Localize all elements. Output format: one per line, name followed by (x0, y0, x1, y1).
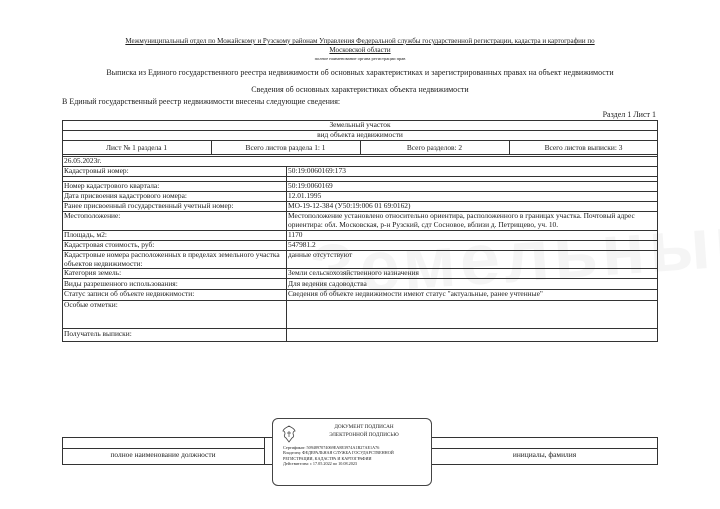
row-value-location: Местоположение установлено относительно ориентира, расположенного в границах участка. Почтовый адрес ориентира: обл. Московская, р-н Рузский, сдт Сосновое, вблизи д. Петрищево, уч. 10. (288, 211, 635, 229)
intro-text: В Единый государственный реестр недвижимости внесены следующие сведения: (62, 97, 341, 106)
row-value-permitted-use: Для ведения садоводства (288, 279, 367, 288)
row-label-assignment-date: Дата присвоения кадастрового номера: (64, 191, 187, 200)
position-caption: полное наименование должности (110, 450, 216, 459)
row-label-cadastral-quarter: Номер кадастрового квартала: (64, 181, 160, 190)
coat-of-arms-icon (281, 425, 297, 443)
stamp-owner: Владелец: ФЕДЕРАЛЬНАЯ СЛУЖБА ГОСУДАРСТВЕННОЙ (283, 450, 394, 456)
row-label-contained-objects: Кадастровые номера расположенных в пределах земельного участка объектов недвижимости: (64, 250, 280, 268)
extract-date: 26.05.2023г. (64, 156, 102, 165)
row-value-previous-number: МО-19-12-384 (У50:19:006 01 69:0162) (288, 201, 411, 210)
stamp-title: ДОКУМЕНТ ПОДПИСАН (334, 424, 394, 430)
row-value-contained-objects: данные отсутствуют (288, 250, 353, 259)
section-sheets-total: Всего листов раздела 1: 1 (245, 143, 326, 152)
row-label-special-notes: Особые отметки: (64, 300, 118, 309)
row-label-area: Площадь, м2: (64, 230, 107, 239)
sections-total: Всего разделов: 2 (406, 143, 463, 152)
row-value-area: 1170 (288, 230, 303, 239)
row-value-record-status: Сведения об объекте недвижимости имеют статус "актуальные, ранее учтенные" (288, 289, 543, 298)
row-label-previous-number: Ранее присвоенный государственный учетный номер: (64, 201, 234, 210)
extract-title: Выписка из Единого государственного реестра недвижимости об основных характеристиках и зарегистрированных правах на объект недвижимости (106, 68, 614, 77)
section-title: Сведения об основных характеристиках объекта недвижимости (251, 85, 469, 94)
registry-organization: Межмуниципальный отдел по Можайскому и Рузскому районам Управления Федеральной службы государственной регистрации, кадастра и картографии по (125, 37, 595, 45)
row-label-record-status: Статус записи об объекте недвижимости: (64, 289, 195, 298)
stamp-certificate: Сертификат: 5094897074069EA8E3974A1B27AE1A76 (283, 445, 380, 450)
row-value-assignment-date: 12.01.1995 (288, 191, 322, 200)
electronic-signature-stamp (272, 418, 432, 486)
row-label-cadastral-number: Кадастровый номер: (64, 166, 129, 175)
name-caption: инициалы, фамилия (512, 450, 577, 459)
row-label-permitted-use: Виды разрешенного использования: (64, 279, 178, 288)
row-label-cadastral-value: Кадастровая стоимость, руб: (64, 240, 155, 249)
row-value-land-category: Земли сельскохозяйственного назначения (288, 268, 419, 277)
extract-sheets-total: Всего листов выписки: 3 (544, 143, 623, 152)
stamp-validity: Действителен: с 17.05.2022 по 10.08.2023 (283, 461, 358, 467)
stamp-owner-cont: РЕГИСТРАЦИИ, КАДАСТРА И КАРТОГРАФИИ (283, 455, 372, 461)
row-label-location: Местоположение: (64, 211, 121, 220)
row-label-recipient: Получатель выписки: (64, 329, 132, 338)
sheet-number: Лист № 1 раздела 1 (105, 143, 168, 152)
sheet-reference: Раздел 1 Лист 1 (602, 110, 656, 119)
registry-region: Московской области (329, 46, 391, 54)
row-value-cadastral-number: 50:19:0060169:173 (288, 166, 346, 175)
stamp-subtitle: ЭЛЕКТРОННОЙ ПОДПИСЬЮ (329, 432, 399, 438)
object-type-caption: вид объекта недвижимости (317, 130, 403, 139)
row-label-land-category: Категория земель: (64, 268, 122, 277)
organization-caption: полное наименование органа регистрации прав (314, 56, 406, 61)
row-value-cadastral-value: 547981.2 (288, 240, 316, 249)
object-type: Земельный участок (329, 120, 391, 129)
row-value-cadastral-quarter: 50:19:0060169 (288, 181, 333, 190)
